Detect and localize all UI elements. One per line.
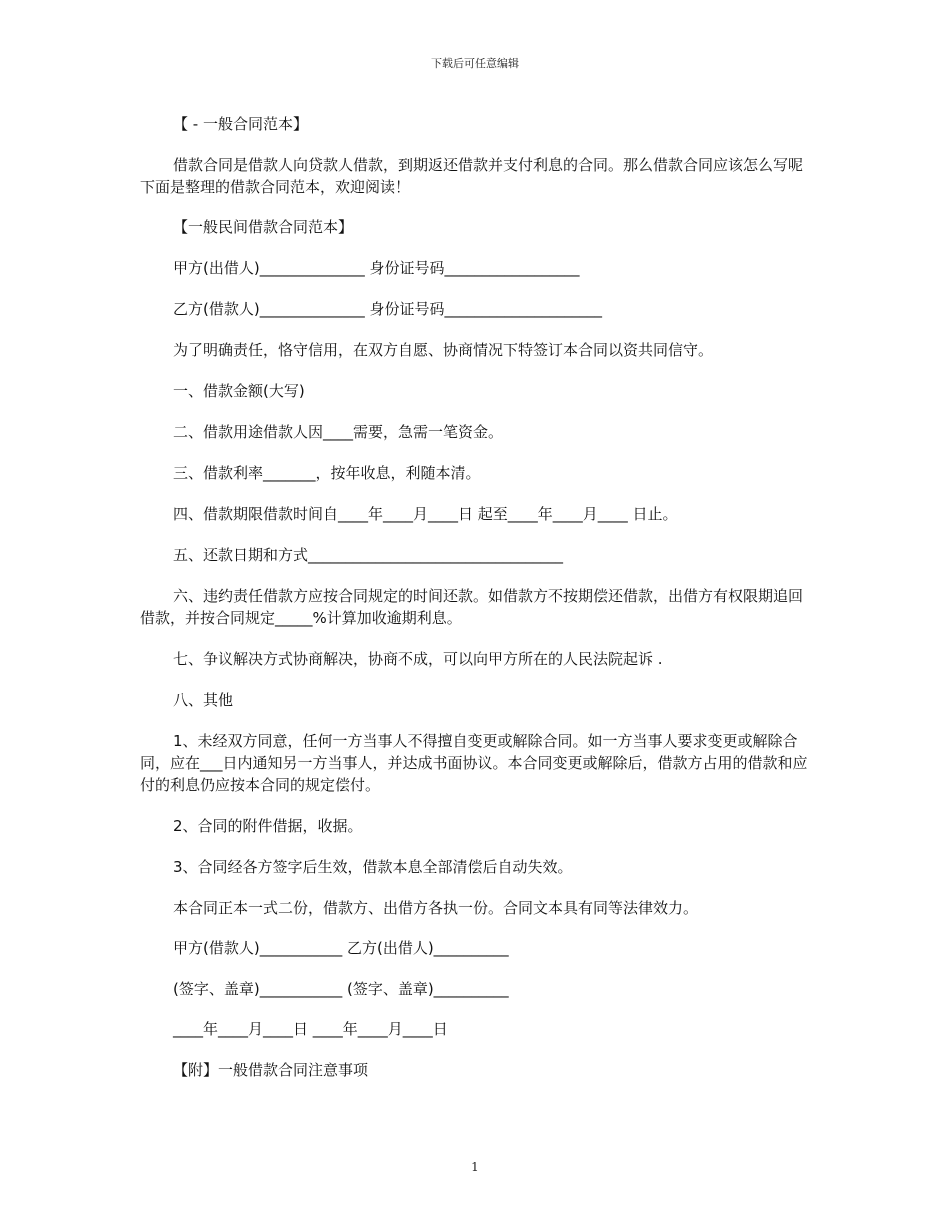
other-item-3: 3、合同经各方签字后生效，借款本息全部清偿后自动失效。 [173, 858, 573, 876]
signature-parties: 甲方(借款人)___________ 乙方(出借人)__________ [173, 939, 509, 957]
signature-dates: ____年____月____日 ____年____月____日 [173, 1020, 448, 1038]
clause-5: 五、还款日期和方式__________________________________ [173, 546, 564, 564]
other-item-2: 2、合同的附件借据，收据。 [173, 817, 363, 835]
document-title: 【 - 一般合同范本】 [173, 115, 308, 133]
page-header: 下载后可任意编辑 [431, 57, 519, 70]
preamble: 为了明确责任，恪守信用，在双方自愿、协商情况下特签订本合同以资共同信守。 [173, 341, 714, 359]
other-item-1: 1、未经双方同意，任何一方当事人不得擅自变更或解除合同。如一方当事人要求变更或解除合同，应在___日内通知另一方当事人，并达成书面协议。本合同变更或解除后，借款方占用的借款和应付的利息仍应按本合同的规定偿付。 [140, 732, 808, 794]
intro-paragraph: 借款合同是借款人向贷款人借款，到期返还借款并支付利息的合同。那么借款合同应该怎么写呢下面是整理的借款合同范本，欢迎阅读！ [140, 156, 804, 196]
party-b-line: 乙方(借款人)______________ 身份证号码_____________________ [173, 300, 602, 318]
clause-2: 二、借款用途借款人因____需要，急需一笔资金。 [173, 423, 504, 441]
party-a-line: 甲方(出借人)______________ 身份证号码__________________ [173, 259, 580, 277]
clause-3: 三、借款利率_______，按年收息，利随本清。 [173, 464, 481, 482]
page-number: 1 [471, 1160, 479, 1174]
clause-6: 六、违约责任借款方应按合同规定的时间还款。如借款方不按期偿还借款，出借方有权限期追回借款，并按合同规定_____%计算加收逾期利息。 [140, 587, 804, 627]
clause-4: 四、借款期限借款时间自____年____月____日 起至____年____月____ 日止。 [173, 505, 678, 523]
signature-seal: (签字、盖章)___________ (签字、盖章)__________ [173, 980, 509, 998]
appendix-title: 【附】一般借款合同注意事项 [173, 1061, 369, 1079]
copies-statement: 本合同正本一式二份，借款方、出借方各执一份。合同文本具有同等法律效力。 [173, 899, 699, 917]
clause-1: 一、借款金额(大写) [173, 382, 305, 400]
clause-8: 八、其他 [173, 691, 234, 709]
section-title: 【一般民间借款合同范本】 [173, 218, 354, 236]
clause-7: 七、争议解决方式协商解决，协商不成，可以向甲方所在的人民法院起诉 . [173, 650, 663, 668]
